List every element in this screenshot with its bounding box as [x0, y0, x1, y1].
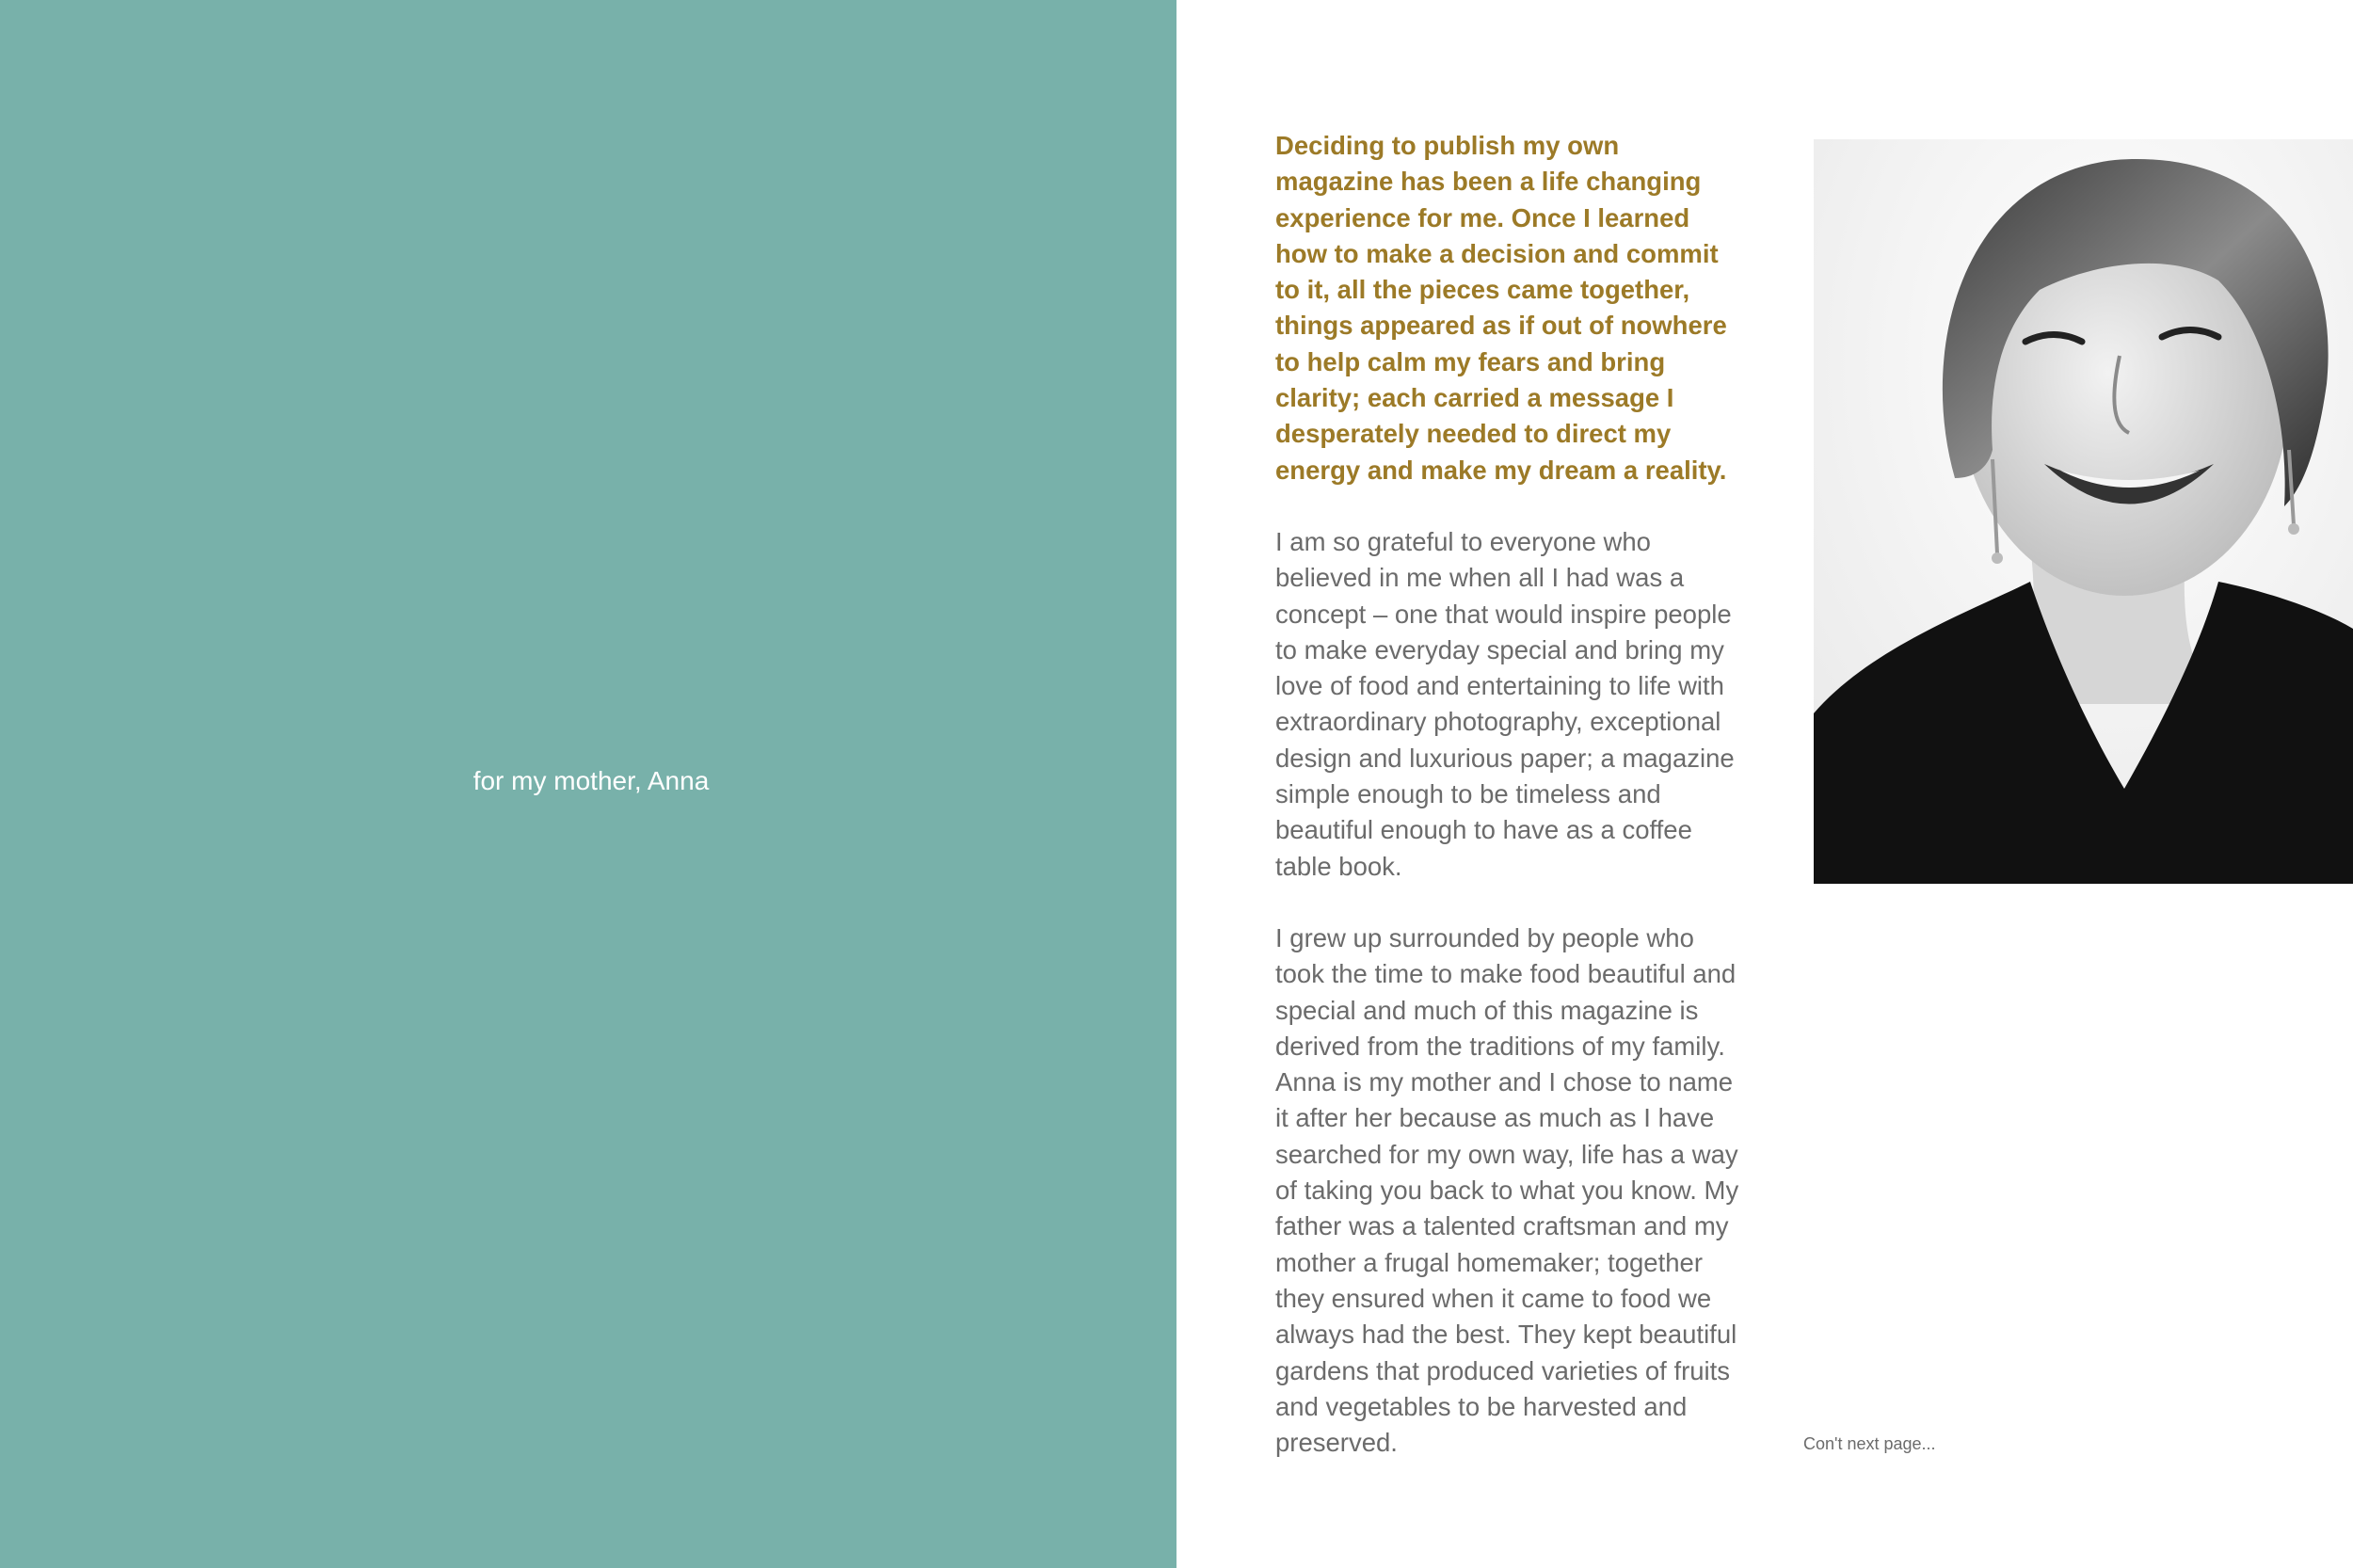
continued-note: Con't next page...	[1803, 1434, 1936, 1453]
portrait-photo	[1814, 139, 2353, 884]
lead-paragraph: Deciding to publish my own magazine has been a life changing experience for me. Once I learned how to make a decision and commit to it, all the pieces came together, things appeared as if out of nowhere to help calm my fears and bring clarity; each carried a message I desperately needed to direct my energy and make my dream a reality.	[1275, 131, 1727, 485]
right-page	[1176, 0, 2353, 1568]
body-paragraph-1: I am so grateful to everyone who believed in me when all I had was a concept – one that would inspire people to make everyday special and bring my love of food and entertaining to life with extraordinary photography, exceptional design and luxurious paper; a magazine simple enough to be timeless and beautiful enough to have as a coffee table book.	[1275, 526, 1735, 881]
left-page	[0, 0, 1176, 1568]
body-paragraph-2: I grew up surrounded by people who took the time to make food beautiful and special and much of this magazine is derived from the traditions of my family. Anna is my mother and I chose to name it after her because as much as I have searched for my own way, life has a way of taking you back to what you know. My father was a talented craftsman and my mother a frugal homemaker; together they ensured when it came to food we always had the best. They kept beautiful gardens that produced varieties of fruits and vegetables to be harvested and preserved.	[1275, 922, 1739, 1458]
editor-letter-column	[1275, 128, 1784, 1461]
dedication-text: for my mother, Anna	[472, 766, 710, 795]
